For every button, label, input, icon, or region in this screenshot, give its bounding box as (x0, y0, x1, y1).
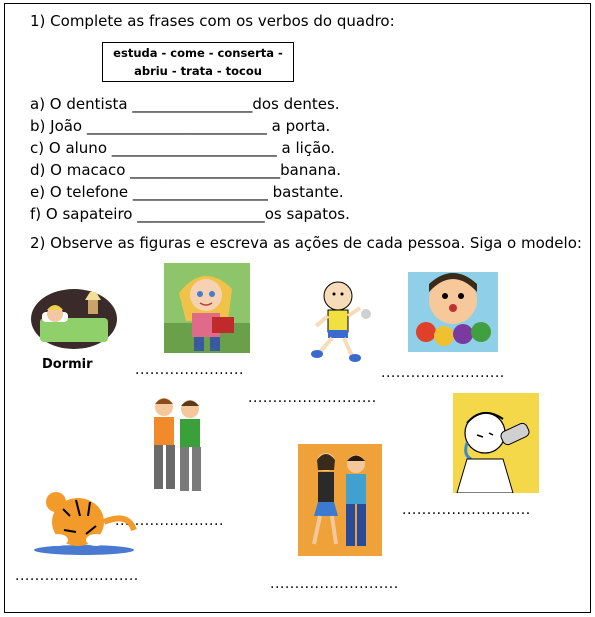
verb-box-line-1: estuda - come - conserta - (113, 46, 283, 60)
sentence-b: b) João ________________________ a porta. (30, 117, 331, 135)
man-drinking-picture (453, 393, 539, 493)
question-2-title: 2) Observe as figuras e escreva as ações de cada pessoa. Siga o modelo: (30, 234, 582, 252)
answer-blank-6: .......................... (270, 576, 399, 592)
question-1-title: 1) Complete as frases com os verbos do quadro: (30, 12, 395, 30)
model-word-dormir: Dormir (42, 357, 93, 372)
boy-running-picture (306, 278, 376, 364)
sentence-f: f) O sapateiro _________________os sapatos. (30, 205, 350, 223)
sentence-d: d) O macaco ____________________banana. (30, 161, 342, 179)
answer-blank-1: ...................... (135, 362, 244, 378)
boys-walking-picture (142, 395, 216, 501)
couple-dancing-picture (298, 444, 382, 556)
sleeping-child-picture (30, 288, 118, 350)
answer-blank-2: .......................... (248, 390, 377, 406)
sentence-c: c) O aluno ______________________ a lição. (30, 139, 335, 157)
verb-box (102, 42, 294, 82)
answer-blank-4: ...................... (115, 513, 224, 529)
answer-blank-3: ......................... (381, 365, 505, 381)
sentence-list (30, 93, 350, 225)
answer-blank-7: .......................... (402, 502, 531, 518)
sentence-a: a) O dentista ________________dos dentes. (30, 95, 340, 113)
answer-blank-5: ......................... (15, 568, 139, 584)
girl-reading-picture (164, 263, 250, 353)
sentence-e: e) O telefone __________________ bastante. (30, 183, 344, 201)
child-eating-picture (408, 272, 498, 352)
tiger-laughing-picture (30, 486, 138, 556)
verb-box-line-2: abriu - trata - tocou (134, 64, 262, 78)
